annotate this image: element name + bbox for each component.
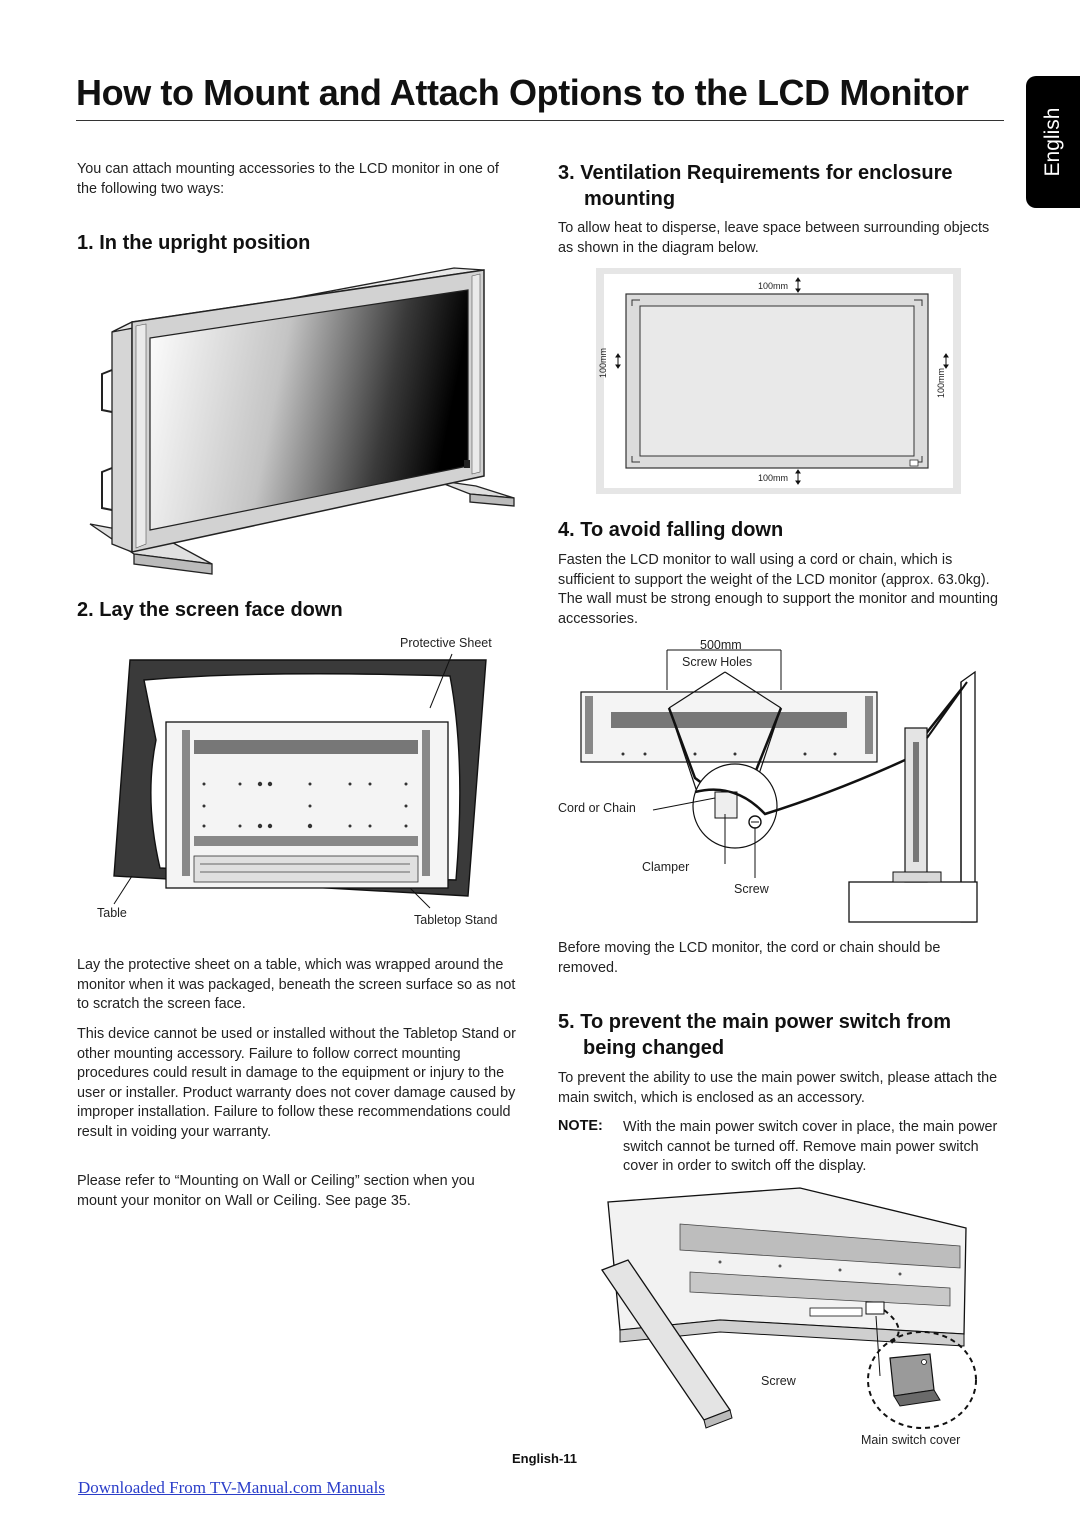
section5-heading-line1: 5. To prevent the main power switch from xyxy=(558,1011,952,1033)
main-switch-illustration xyxy=(580,1180,980,1442)
section5-heading xyxy=(558,1009,951,1061)
section2-para2: This device cannot be used or installed without the Tabletop Stand or other mounting accessory. Failure to follow correct mounting procedures could result in damage to the equipment or injury to the user or installer. Product warranty does not cover damage caused by improper installation. Failure to follow these recommendations could result in voiding your warranty. xyxy=(77,1026,516,1140)
distance-label: 500mm xyxy=(700,638,742,652)
section3-heading-line1: 3. Ventilation Requirements for enclosure xyxy=(558,162,953,184)
section5-text: To prevent the ability to use the main power switch, please attach the main switch, which is enclosed as an accessory. xyxy=(558,1070,998,1106)
tabletop-stand-label: Tabletop Stand xyxy=(414,913,498,927)
upright-monitor-illustration xyxy=(84,262,504,582)
section2-heading: 2. Lay the screen face down xyxy=(77,599,343,621)
section5-heading-line2: being changed xyxy=(583,1037,725,1059)
page-number: English-11 xyxy=(512,1451,578,1466)
main-switch-cover-label: Main switch cover xyxy=(861,1433,961,1447)
section4-text: Fasten the LCD monitor to wall using a cord or chain, which is sufficient to support the weight of the LCD monitor (approx. 63.0kg). The wall must be strong enough to support the monitor and mounting accessories. xyxy=(558,552,998,627)
protective-sheet-label: Protective Sheet xyxy=(400,636,492,650)
download-source-link[interactable]: Downloaded From TV-Manual.com Manuals xyxy=(78,1478,385,1497)
screw-label-fall: Screw xyxy=(734,882,769,896)
section2-para3: Please refer to “Mounting on Wall or Ceiling” section when you mount your monitor on Wall or Ceiling. See page 35. xyxy=(77,1173,475,1209)
table-label: Table xyxy=(97,906,127,920)
clamper-label: Clamper xyxy=(642,860,690,874)
screw-label-switch: Screw xyxy=(761,1374,796,1388)
section3-heading xyxy=(558,160,953,212)
fall-prevention-diagram xyxy=(575,642,985,924)
page-title: How to Mount and Attach Options to the LCD Monitor xyxy=(76,72,969,113)
section2-para1: Lay the protective sheet on a table, which was wrapped around the monitor when it was packaged, beneath the screen surface so as not to scratch the screen face. xyxy=(77,957,516,1013)
section3-text: To allow heat to disperse, leave space between surrounding objects as shown in the diagram below. xyxy=(558,220,990,256)
title-rule xyxy=(76,120,1004,121)
note-label: NOTE: xyxy=(558,1118,603,1134)
intro-text: You can attach mounting accessories to the LCD monitor in one of the following two ways: xyxy=(77,161,499,197)
language-tab-label: English xyxy=(1041,107,1064,177)
vent-dim-right: 100mm xyxy=(936,367,946,398)
ventilation-diagram xyxy=(596,268,961,494)
face-down-illustration xyxy=(110,650,490,910)
language-tab xyxy=(1026,76,1080,208)
vent-dim-bottom: 100mm xyxy=(758,473,789,483)
section3-heading-line2: mounting xyxy=(584,188,676,210)
section4-after: Before moving the LCD monitor, the cord or chain should be removed. xyxy=(558,940,941,976)
vent-dim-top: 100mm xyxy=(758,281,789,291)
section4-heading: 4. To avoid falling down xyxy=(558,519,784,541)
section1-heading: 1. In the upright position xyxy=(77,232,311,254)
screw-holes-label: Screw Holes xyxy=(682,655,753,669)
cord-or-chain-label: Cord or Chain xyxy=(558,801,636,815)
note-text: With the main power switch cover in place, the main power switch cannot be turned off. Remove main power switch cover in order to switch off the display. xyxy=(623,1119,998,1175)
vent-dim-left: 100mm xyxy=(598,347,608,378)
